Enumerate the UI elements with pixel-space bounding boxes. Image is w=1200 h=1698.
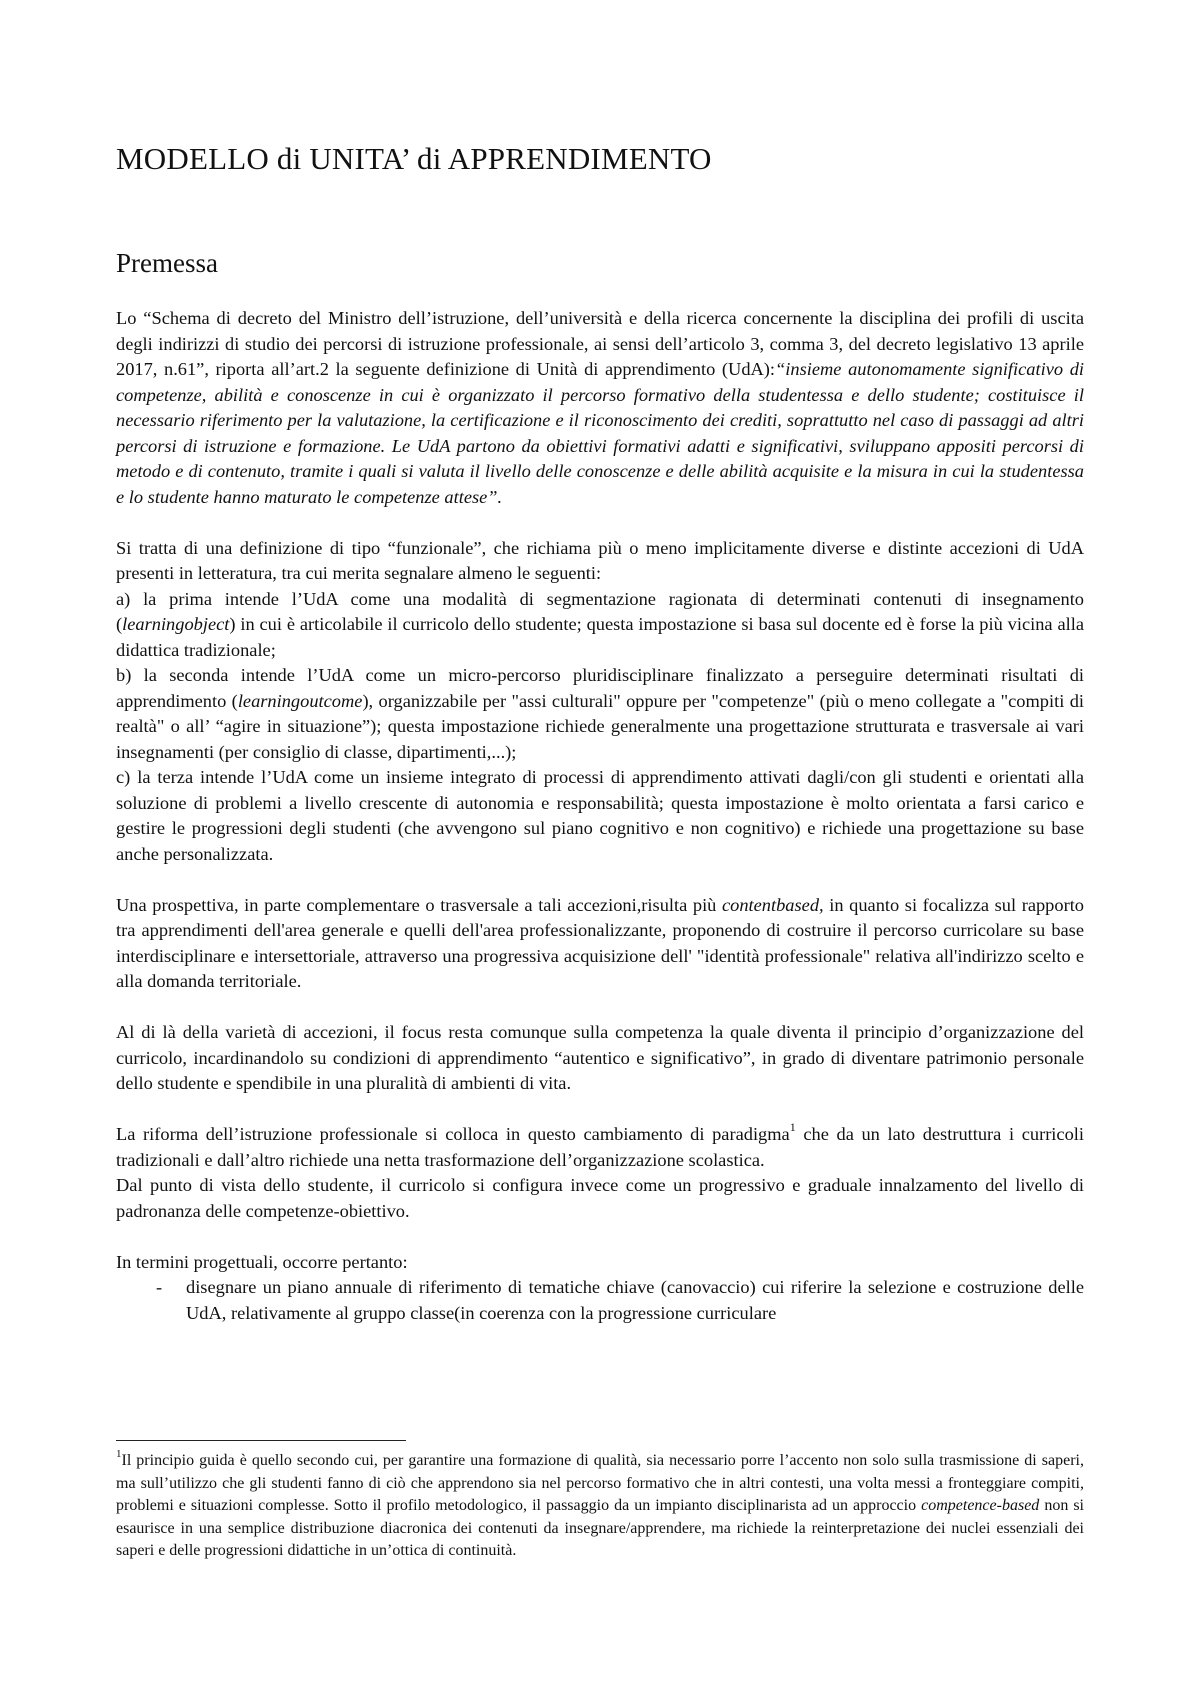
dash-list [116,1275,1084,1326]
footnote-text: Il principio guida è quello secondo cui, per garantire una formazione di qualità, sia necessario porre l’accento non solo sulla trasmissione di saperi, ma sull’utilizzo che gli studenti fanno di ciò che apprendono sia nel percorso formativo che in altri contesti, una volta messi a fronteggiare compiti, problemi e situazioni complesse. Sotto il profilo metodologico, il passaggio da un impianto disciplinarista ad un approccio [116,1452,1084,1514]
definition-quote: “insieme autonomamente significativo di competenze, abilità e conoscenze in cui è organizzato il percorso formativo della studentessa e dello studente; costituisce il necessario riferimento per la valutazione, la certificazione e il riconoscimento dei crediti, soprattutto nel caso di passaggi ad altri percorsi di istruzione e formazione. Le UdA partono da obiettivi formativi adatti e significativi, sviluppano appositi percorsi di metodo e di contenuto, tramite i quali si valuta il livello delle conoscenze e delle abilità acquisite e la misura in cui la studentessa e lo studente hanno maturato le competenze attese”. [116,359,1084,507]
prospettiva-text-end: in quanto si focalizza sul rapporto tra apprendimenti dell'area generale e quelli dell'area professionalizzante, proponendo di costruire il percorso curricolare su base interdisciplinare e intersettoriale, attraverso una progressiva acquisizione dell' "identità professionale" relativa all'indirizzo scelto e alla domanda territoriale. [116,894,1084,991]
list-item-b [116,663,1084,765]
paragraph-accezioni-intro: Si tratta di una definizione di tipo “funzionale”, che richiama più o meno implicitamente diverse e distinte accezioni di UdA presenti in letteratura, tra cui merita segnalare almeno le seguenti: [116,537,1084,583]
item-b-text-end: ), organizzabile per "assi culturali" oppure per "competenze" (più o meno collegate a "compiti di realtà" o all’ “agire in situazione”); questa impostazione richiede generalmente una progettazione strutturata e trasversale ai vari insegnamenti (per consiglio di classe, dipartimenti,...); [116,690,1084,762]
paragraph-prospettiva [116,893,1084,995]
list-item-a [116,587,1084,664]
footnote-marker: 1 [116,1447,122,1460]
footnote-reference[interactable]: 1 [789,1119,796,1134]
footnote-separator [116,1440,406,1441]
item-b-term: learningoutcome [237,690,363,711]
paragraph-progettuali: In termini progettuali, occorre pertanto: [116,1251,408,1272]
riforma-text: La riforma dell’istruzione professionale si colloca in questo cambiamento di paradigma [116,1124,790,1144]
footnote [116,1447,1084,1563]
paragraph-definition [116,306,1084,510]
item-b-text: b) la seconda intende l’UdA come un micro-percorso pluridisciplinare finalizzato a perseguire determinati risultati di apprendimento ( [116,665,1084,711]
footnote-term: competence-based [921,1497,1040,1514]
list-item-c: c) la terza intende l’UdA come un insieme integrato di processi di apprendimento attivati dagli/con gli studenti e orientati alla soluzione di problemi a livello crescente di autonomia e responsabilità; questa impostazione è molto orientata a farsi carico e gestire le progressioni degli studenti (che avvengono sul piano cognitivo e non cognitivo) e richiede una progettazione su base anche personalizzata. [116,767,1084,864]
paragraph-competenza: Al di là della varietà di accezioni, il focus resta comunque sulla competenza la quale diventa il principio d’organizzazione del curricolo, incardinandolo su condizioni di apprendimento “autentico e significativo”, in grado di diventare patrimonio personale dello studente e spendibile in una pluralità di ambienti di vita. [116,1022,1084,1093]
document-title: MODELLO di UNITA’ di APPRENDIMENTO [116,141,712,176]
definition-intro: Lo “Schema di decreto del Ministro dell’istruzione, dell’università e della ricerca concernente la disciplina dei profili di uscita degli indirizzi di studio dei percorsi di istruzione professionale, ai sensi dell’articolo 3, comma 3, del decreto legislativo 13 aprile 2017, n.61”, riporta all’art.2 la seguente definizione di Unità di apprendimento (UdA): [116,308,1084,379]
prospettiva-text: Una prospettiva, in parte complementare o trasversale a tali accezioni,risulta più [116,894,722,915]
footnote-text-end: non si esaurisce in una semplice distribuzione diacronica dei contenuti da insegnare/apprendere, ma richiede la reinterpretazione dei nuclei essenziali dei saperi e delle progressioni didattiche in un’ottica di continuità. [116,1497,1084,1559]
paragraph-studente: Dal punto di vista dello studente, il curricolo si configura invece come un progressivo e graduale innalzamento del livello di padronanza delle competenze-obiettivo. [116,1175,1084,1221]
item-a-term: learningobject [122,614,230,634]
section-heading: Premessa [116,248,218,278]
item-a-text-end: ) in cui è articolabile il curricolo dello studente; questa impostazione si basa sul docente ed è forse la più vicina alla didattica tradizionale; [116,614,1084,660]
list-item: - disegnare un piano annuale di riferimento di tematiche chiave (canovaccio) cui riferire la selezione e costruzione delle UdA, relativamente al gruppo classe(in coerenza con la progressione curriculare [116,1275,1084,1326]
paragraph-riforma [116,1119,1084,1173]
document-body [116,306,1084,1326]
item-a-text: a) la prima intende l’UdA come una modalità di segmentazione ragionata di determinati contenuti di insegnamento ( [116,588,1084,634]
riforma-text-end: che da un lato destruttura i curricoli tradizionali e dall’altro richiede una netta trasformazione dell’organizzazione scolastica. [116,1124,1084,1170]
prospettiva-term: contentbased, [721,894,824,915]
